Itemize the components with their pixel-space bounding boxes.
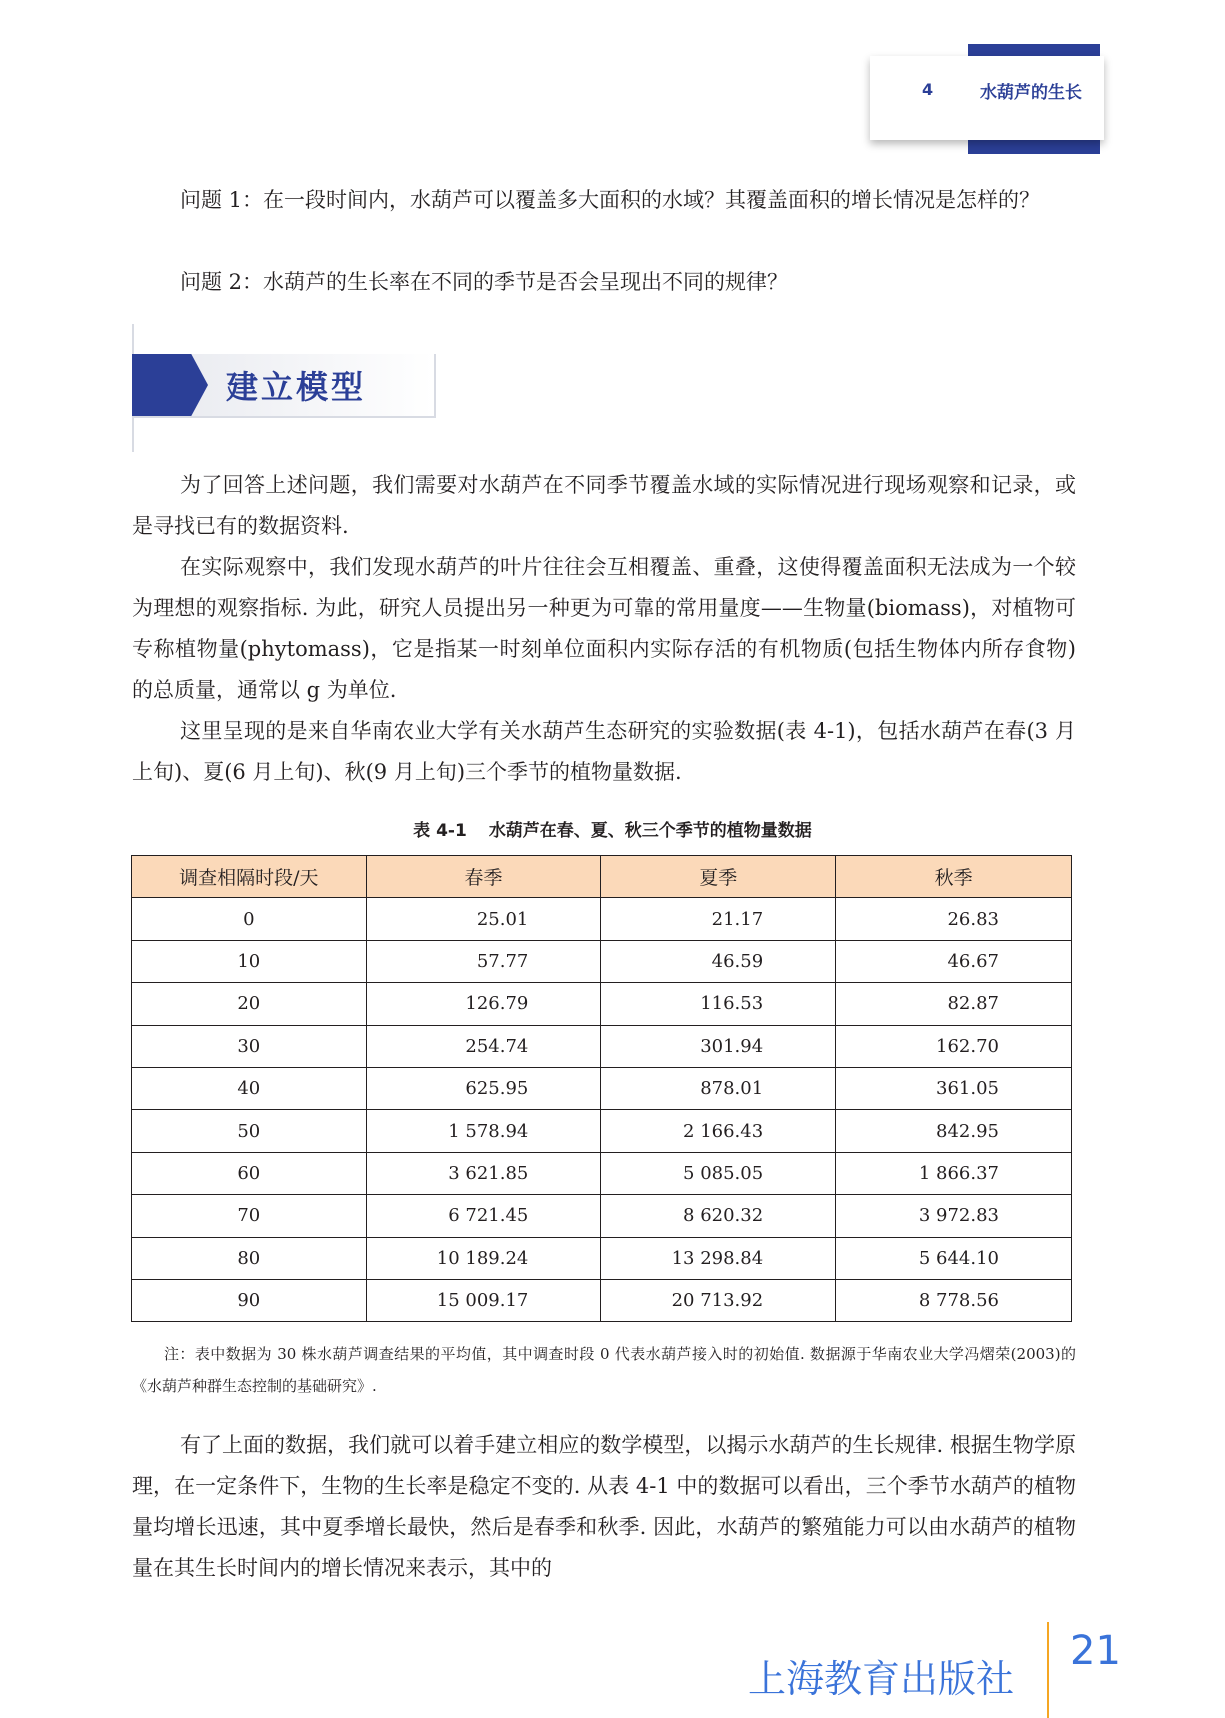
cell-spring: 6 721.45 [366, 1195, 601, 1237]
chapter-title: 水葫芦的生长 [980, 83, 1082, 103]
cell-summer: 20 713.92 [601, 1279, 836, 1321]
cell-summer: 46.59 [601, 940, 836, 982]
page-number: 21 [1070, 1628, 1121, 1674]
cell-summer: 301.94 [601, 1025, 836, 1067]
cell-interval: 20 [132, 983, 367, 1025]
cell-summer: 2 166.43 [601, 1110, 836, 1152]
cell-spring: 15 009.17 [366, 1279, 601, 1321]
cell-interval: 50 [132, 1110, 367, 1152]
header-interval: 调查相隔时段/天 [132, 856, 367, 898]
cell-interval: 30 [132, 1025, 367, 1067]
cell-interval: 40 [132, 1067, 367, 1109]
table-row [132, 898, 1072, 940]
cell-summer: 5 085.05 [601, 1152, 836, 1194]
table-row [132, 1237, 1072, 1279]
footer-divider [1047, 1622, 1049, 1718]
table-caption-title: 水葫芦在春、夏、秋三个季节的植物量数据 [488, 821, 812, 841]
table-header-row [132, 856, 1072, 898]
table-caption [0, 816, 1225, 841]
biomass-table [131, 855, 1072, 1322]
cell-spring: 3 621.85 [366, 1152, 601, 1194]
cell-autumn: 5 644.10 [836, 1237, 1072, 1279]
cell-autumn: 1 866.37 [836, 1152, 1072, 1194]
table-row [132, 1195, 1072, 1237]
table-row [132, 1025, 1072, 1067]
cell-autumn: 162.70 [836, 1025, 1072, 1067]
cell-autumn: 46.67 [836, 940, 1072, 982]
question-2: 问题 2：水葫芦的生长率在不同的季节是否会呈现出不同的规律？ [180, 270, 789, 294]
cell-spring: 625.95 [366, 1067, 601, 1109]
cell-spring: 57.77 [366, 940, 601, 982]
cell-spring: 254.74 [366, 1025, 601, 1067]
paragraph-1: 为了回答上述问题，我们需要对水葫芦在不同季节覆盖水域的实际情况进行现场观察和记录，或是寻找已有的数据资料. [132, 473, 1076, 538]
running-header [870, 56, 1104, 140]
table-row [132, 1279, 1072, 1321]
table-note: 注：表中数据为 30 株水葫芦调查结果的平均值，其中调查时段 0 代表水葫芦接入时的初始值. 数据源于华南农业大学冯熠荣(2003)的《水葫芦种群生态控制的基础研究》. [132, 1345, 1076, 1395]
cell-autumn: 842.95 [836, 1110, 1072, 1152]
cell-interval: 70 [132, 1195, 367, 1237]
cell-interval: 0 [132, 898, 367, 940]
header-autumn: 秋季 [836, 856, 1072, 898]
cell-summer: 13 298.84 [601, 1237, 836, 1279]
publisher-name: 上海教育出版社 [748, 1657, 1015, 1701]
closing-paragraph: 有了上面的数据，我们就可以着手建立相应的数学模型，以揭示水葫芦的生长规律. 根据生物学原理，在一定条件下，生物的生长率是稳定不变的. 从表 4-1 中的数据可以看出，三个季节水葫芦的植物量均增长迅速，其中夏季增长最快，然后是春季和秋季. 因此，水葫芦的繁殖能力可以由水葫芦的植物量在其生长时间内的增长情况来表示，其中的 [132, 1433, 1076, 1580]
cell-interval: 80 [132, 1237, 367, 1279]
cell-interval: 60 [132, 1152, 367, 1194]
section-banner [132, 354, 436, 418]
question-1: 问题 1：在一段时间内，水葫芦可以覆盖多大面积的水域？其覆盖面积的增长情况是怎样的？ [180, 188, 1041, 212]
table-row [132, 1152, 1072, 1194]
cell-autumn: 361.05 [836, 1067, 1072, 1109]
cell-summer: 116.53 [601, 983, 836, 1025]
cell-summer: 21.17 [601, 898, 836, 940]
table-caption-number: 表 4-1 [413, 821, 467, 841]
cell-spring: 25.01 [366, 898, 601, 940]
section-title: 建立模型 [226, 368, 367, 406]
cell-autumn: 26.83 [836, 898, 1072, 940]
table-row [132, 1067, 1072, 1109]
table-row [132, 1110, 1072, 1152]
header-summer: 夏季 [601, 856, 836, 898]
table-row [132, 983, 1072, 1025]
cell-autumn: 82.87 [836, 983, 1072, 1025]
chapter-number: 4 [922, 80, 934, 99]
cell-summer: 8 620.32 [601, 1195, 836, 1237]
cell-interval: 10 [132, 940, 367, 982]
cell-autumn: 3 972.83 [836, 1195, 1072, 1237]
cell-spring: 1 578.94 [366, 1110, 601, 1152]
cell-autumn: 8 778.56 [836, 1279, 1072, 1321]
header-spring: 春季 [366, 856, 601, 898]
paragraph-2: 在实际观察中，我们发现水葫芦的叶片往往会互相覆盖、重叠，这使得覆盖面积无法成为一个较为理想的观察指标. 为此，研究人员提出另一种更为可靠的常用量度——生物量(biomass)，对植物可专称植物量(phytomass)，它是指某一时刻单位面积内实际存活的有机物质(包括生物体内所存食物)的总质量，通常以 g 为单位. [132, 555, 1076, 702]
cell-interval: 90 [132, 1279, 367, 1321]
cell-spring: 10 189.24 [366, 1237, 601, 1279]
table-row [132, 940, 1072, 982]
cell-summer: 878.01 [601, 1067, 836, 1109]
cell-spring: 126.79 [366, 983, 601, 1025]
paragraph-3: 这里呈现的是来自华南农业大学有关水葫芦生态研究的实验数据(表 4-1)，包括水葫芦在春(3 月上旬)、夏(6 月上旬)、秋(9 月上旬)三个季节的植物量数据. [132, 719, 1076, 784]
